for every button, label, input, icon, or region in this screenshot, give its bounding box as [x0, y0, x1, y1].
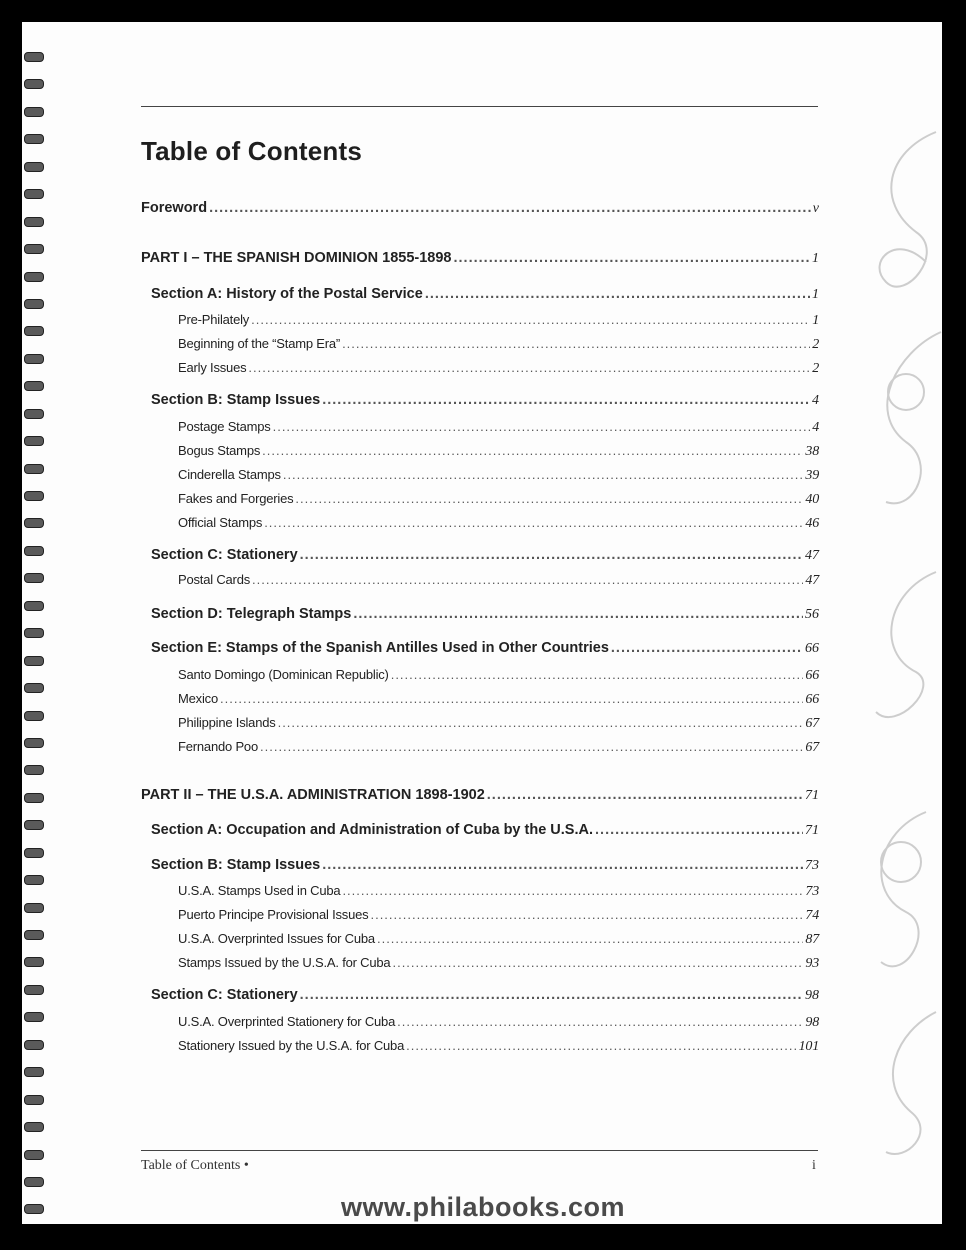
- toc-entry-title: Beginning of the “Stamp Era”: [178, 336, 341, 351]
- toc-entry-title: Bogus Stamps: [178, 443, 261, 458]
- dot-leader: [611, 640, 803, 656]
- toc-entry-page: 4: [812, 420, 819, 435]
- spiral-ring: [24, 491, 44, 501]
- toc-entry-page: 66: [805, 641, 819, 656]
- dot-leader: [295, 491, 803, 506]
- toc-entry: [141, 715, 819, 732]
- toc-entry: [141, 360, 819, 377]
- toc-entry-page: 98: [805, 988, 819, 1003]
- book-page: [22, 22, 942, 1224]
- toc-entry: [141, 419, 819, 436]
- toc-entry-page: 38: [805, 444, 819, 459]
- dot-leader: [273, 419, 811, 434]
- toc-entry-title: Fernando Poo: [178, 739, 258, 754]
- toc-entry-page: 66: [805, 692, 819, 707]
- toc-entry-title: Postage Stamps: [178, 419, 271, 434]
- page-title: Table of Contents: [141, 136, 363, 166]
- toc-entry-page: 93: [805, 956, 819, 971]
- toc-entry-title: Section C: Stationery: [151, 547, 298, 563]
- spiral-ring: [24, 381, 44, 391]
- dot-leader: [342, 336, 810, 351]
- dot-leader: [278, 715, 804, 730]
- dot-leader: [220, 691, 803, 706]
- dot-leader: [248, 360, 810, 375]
- spiral-ring: [24, 765, 44, 775]
- toc-entry: [141, 515, 819, 532]
- toc-entry-title: Postal Cards: [178, 572, 251, 587]
- toc-entry: [141, 443, 819, 460]
- toc-entry: [141, 640, 819, 657]
- toc-entry-page: 73: [805, 884, 819, 899]
- toc-entry-page: 2: [812, 361, 819, 376]
- toc-entry-title: Puerto Principe Provisional Issues: [178, 907, 369, 922]
- spiral-ring: [24, 628, 44, 638]
- toc-entry-page: 1: [812, 287, 819, 302]
- spiral-ring: [24, 848, 44, 858]
- toc-entry-title: Section D: Telegraph Stamps: [151, 606, 352, 622]
- dot-leader: [209, 200, 811, 216]
- dot-leader: [595, 822, 803, 838]
- top-rule: [141, 106, 818, 107]
- dot-leader: [260, 739, 803, 754]
- toc-entry-title: U.S.A. Stamps Used in Cuba: [178, 883, 341, 898]
- toc-entry-page: 4: [812, 393, 819, 408]
- toc-entry: [141, 606, 819, 623]
- spiral-ring: [24, 957, 44, 967]
- toc-entry-title: Fakes and Forgeries: [178, 491, 294, 506]
- toc-entry: [141, 667, 819, 684]
- dot-leader: [300, 547, 803, 563]
- dot-leader: [262, 443, 803, 458]
- toc-entry-page: 101: [798, 1039, 819, 1054]
- spiral-ring: [24, 354, 44, 364]
- toc-entry-title: Mexico: [178, 691, 218, 706]
- dot-leader: [397, 1014, 803, 1029]
- dot-leader: [392, 955, 803, 970]
- bottom-rule: [141, 1150, 818, 1151]
- spiral-ring: [24, 189, 44, 199]
- spiral-ring: [24, 793, 44, 803]
- page-number: i: [812, 1158, 816, 1173]
- decorative-ornament: [846, 112, 942, 1172]
- toc-entry-title: Section C: Stationery: [151, 987, 298, 1003]
- toc-entry-page: 67: [805, 740, 819, 755]
- toc-entry-title: Early Issues: [178, 360, 247, 375]
- toc-entry-page: 98: [805, 1015, 819, 1030]
- toc-entry: [141, 1038, 819, 1055]
- spiral-ring: [24, 518, 44, 528]
- dot-leader: [300, 987, 803, 1003]
- dot-leader: [487, 787, 803, 803]
- toc-entry-page: 56: [805, 607, 819, 622]
- spiral-ring: [24, 272, 44, 282]
- dot-leader: [252, 572, 803, 587]
- toc-entry: [141, 572, 819, 589]
- toc-entry-title: Section E: Stamps of the Spanish Antilles Used in Other Countries: [151, 640, 609, 656]
- spiral-ring: [24, 464, 44, 474]
- toc-entry-page: 74: [805, 908, 819, 923]
- spiral-ring: [24, 573, 44, 583]
- toc-entry: [141, 286, 819, 303]
- spiral-ring: [24, 930, 44, 940]
- spiral-binding: [22, 52, 44, 1224]
- toc-entry: [141, 392, 819, 409]
- toc-entry-page: 2: [812, 337, 819, 352]
- toc-entry: [141, 312, 819, 329]
- toc-entry: [141, 336, 819, 353]
- spiral-ring: [24, 738, 44, 748]
- dot-leader: [454, 250, 811, 266]
- toc-entry: [141, 822, 819, 839]
- spiral-ring: [24, 903, 44, 913]
- dot-leader: [283, 467, 804, 482]
- dot-leader: [322, 857, 803, 873]
- toc-entry-page: 73: [805, 858, 819, 873]
- toc-entry-page: 66: [805, 668, 819, 683]
- toc-entry: [141, 955, 819, 972]
- toc-entry-page: 46: [805, 516, 819, 531]
- spiral-ring: [24, 134, 44, 144]
- toc-entry: [141, 467, 819, 484]
- spiral-ring: [24, 162, 44, 172]
- toc-entry-title: Foreword: [141, 200, 208, 216]
- toc-entry-title: U.S.A. Overprinted Stationery for Cuba: [178, 1014, 396, 1029]
- spiral-ring: [24, 409, 44, 419]
- spiral-ring: [24, 436, 44, 446]
- toc-entry-title: Cinderella Stamps: [178, 467, 281, 482]
- toc-entry-page: v: [812, 201, 819, 216]
- spiral-ring: [24, 711, 44, 721]
- toc-entry-page: 39: [805, 468, 819, 483]
- toc-entry-page: 1: [812, 313, 819, 328]
- toc-entry: [141, 547, 819, 564]
- dot-leader: [322, 392, 810, 408]
- toc-entry-page: 47: [805, 548, 819, 563]
- spiral-ring: [24, 1012, 44, 1022]
- dot-leader: [406, 1038, 796, 1053]
- toc-entry-title: Pre-Philately: [178, 312, 250, 327]
- spiral-ring: [24, 683, 44, 693]
- toc-entry-title: Section A: Occupation and Administration of Cuba by the U.S.A.: [151, 822, 594, 838]
- dot-leader: [377, 931, 803, 946]
- toc-entry-title: PART II – THE U.S.A. ADMINISTRATION 1898-1902: [141, 787, 485, 803]
- spiral-ring: [24, 985, 44, 995]
- dot-leader: [264, 515, 803, 530]
- toc-entry: [141, 491, 819, 508]
- toc-entry: [141, 907, 819, 924]
- toc-entry-page: 40: [805, 492, 819, 507]
- dot-leader: [251, 312, 810, 327]
- spiral-ring: [24, 299, 44, 309]
- spiral-ring: [24, 1122, 44, 1132]
- toc-entry-page: 71: [805, 823, 819, 838]
- toc-entry-title: Section A: History of the Postal Service: [151, 286, 423, 302]
- toc-entry: [141, 987, 819, 1004]
- spiral-ring: [24, 656, 44, 666]
- toc-entry-title: Official Stamps: [178, 515, 263, 530]
- toc-entry-title: Section B: Stamp Issues: [151, 392, 321, 408]
- spiral-ring: [24, 326, 44, 336]
- spiral-ring: [24, 217, 44, 227]
- toc-entry-title: Stamps Issued by the U.S.A. for Cuba: [178, 955, 391, 970]
- toc-entry: [141, 250, 819, 267]
- spiral-ring: [24, 79, 44, 89]
- dot-leader: [391, 667, 804, 682]
- spiral-ring: [24, 52, 44, 62]
- spiral-ring: [24, 1040, 44, 1050]
- spiral-ring: [24, 1067, 44, 1077]
- toc-entry-page: 87: [805, 932, 819, 947]
- toc-entry-title: Philippine Islands: [178, 715, 276, 730]
- toc-entry-page: 67: [805, 716, 819, 731]
- spiral-ring: [24, 601, 44, 611]
- toc-entry-page: 1: [812, 251, 819, 266]
- running-footer: Table of Contents •: [141, 1158, 249, 1173]
- dot-leader: [353, 606, 803, 622]
- toc-entry: [141, 1014, 819, 1031]
- dot-leader: [342, 883, 803, 898]
- watermark: www.philabooks.com: [340, 1192, 626, 1222]
- spiral-ring: [24, 1095, 44, 1105]
- spiral-ring: [24, 820, 44, 830]
- spiral-ring: [24, 1177, 44, 1187]
- spiral-ring: [24, 244, 44, 254]
- spiral-ring: [24, 875, 44, 885]
- toc-entry-page: 71: [805, 788, 819, 803]
- toc-entry-title: Stationery Issued by the U.S.A. for Cuba: [178, 1038, 405, 1053]
- toc-entry-page: 47: [805, 573, 819, 588]
- toc-entry: [141, 787, 819, 804]
- spiral-ring: [24, 546, 44, 556]
- toc-entry-title: Santo Domingo (Dominican Republic): [178, 667, 389, 682]
- toc-entry: [141, 857, 819, 874]
- spiral-ring: [24, 107, 44, 117]
- toc-entry: [141, 883, 819, 900]
- toc-entry: [141, 931, 819, 948]
- toc-entry-title: Section B: Stamp Issues: [151, 857, 321, 873]
- toc-entry-title: U.S.A. Overprinted Issues for Cuba: [178, 931, 375, 946]
- toc-entry: [141, 691, 819, 708]
- dot-leader: [370, 907, 803, 922]
- dot-leader: [425, 286, 810, 302]
- spiral-ring: [24, 1150, 44, 1160]
- toc-entry: [141, 200, 819, 217]
- toc-entry: [141, 739, 819, 756]
- toc-entry-title: PART I – THE SPANISH DOMINION 1855-1898: [141, 250, 452, 266]
